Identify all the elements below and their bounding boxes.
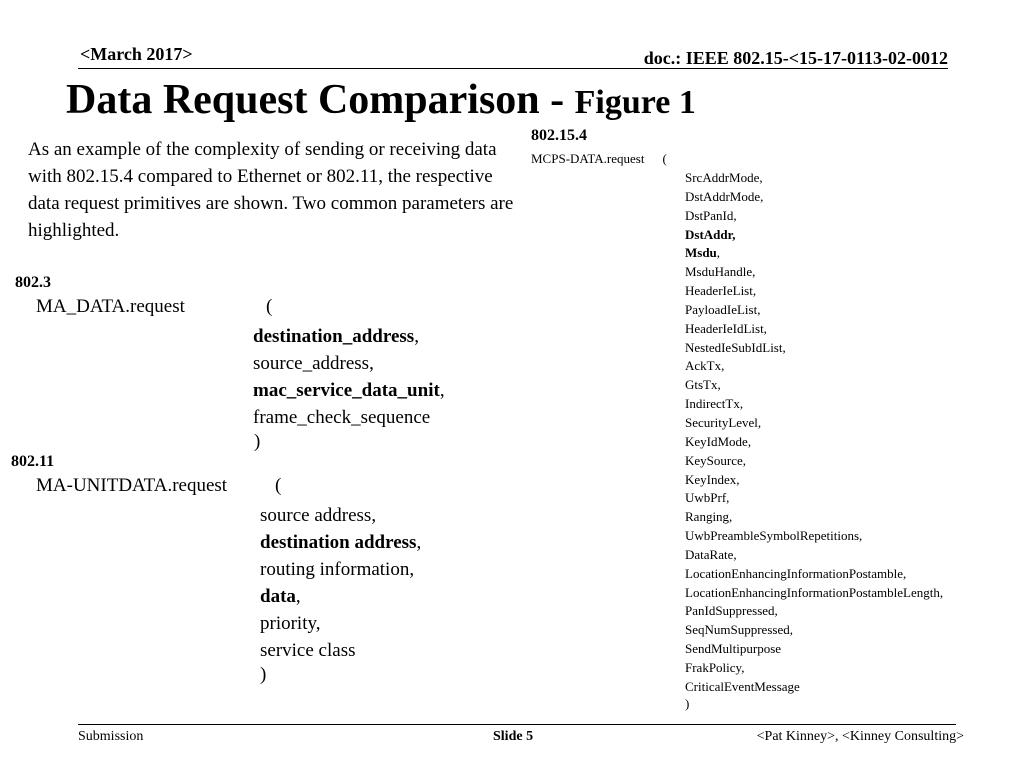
- param-name: Ranging,: [685, 509, 733, 525]
- param-row: [685, 433, 943, 452]
- param-row: [685, 508, 943, 527]
- param-name: PanIdSuppressed,: [685, 603, 778, 619]
- footer-slide-number: Slide 5: [493, 729, 534, 744]
- param-suffix: ,: [295, 586, 301, 607]
- paren-close-802154: ): [685, 696, 690, 711]
- param-row: [685, 207, 943, 226]
- param-name: DstAddrMode,: [685, 188, 764, 204]
- param-name: KeySource,: [685, 452, 747, 468]
- param-row: [685, 602, 943, 621]
- primitive-802154: [531, 151, 667, 167]
- param-row: [685, 244, 943, 263]
- param-name: LocationEnhancingInformationPostamble,: [685, 565, 907, 581]
- paren-close-80211: ): [260, 664, 267, 685]
- primitive-8023: MA_DATA.request: [36, 296, 185, 317]
- footer-authors: <Pat Kinney>, <Kinney Consulting>: [756, 729, 964, 744]
- slide-title-sub: Figure 1: [574, 84, 696, 121]
- param-suffix: ,: [414, 326, 419, 347]
- primitive-802154-name: MCPS-DATA.request: [531, 151, 645, 166]
- param-row: [260, 502, 421, 529]
- param-name: KeyIndex,: [685, 471, 740, 487]
- section-label-8023: 802.3: [15, 274, 51, 291]
- param-row: [260, 637, 421, 664]
- param-row: [685, 169, 943, 188]
- section-label-802154: 802.15.4: [531, 127, 587, 144]
- paren-open-802154: (: [662, 151, 667, 166]
- param-name: DstAddr,: [685, 226, 736, 242]
- header-divider: [78, 68, 948, 69]
- param-name: UwbPreambleSymbolRepetitions,: [685, 528, 863, 544]
- param-row: [685, 527, 943, 546]
- param-name: SecurityLevel,: [685, 414, 762, 430]
- footer-divider: [78, 724, 956, 725]
- param-row: [685, 640, 943, 659]
- param-name: NestedIeSubIdList,: [685, 339, 786, 355]
- param-row: [685, 471, 943, 490]
- param-row: [685, 659, 943, 678]
- param-name: SeqNumSuppressed,: [685, 622, 793, 638]
- param-name: service class: [260, 640, 356, 661]
- section-label-80211: 802.11: [11, 453, 55, 470]
- param-list-80211: [260, 502, 421, 664]
- param-row: [685, 546, 943, 565]
- param-suffix: ,: [416, 532, 422, 553]
- param-row: [685, 584, 943, 603]
- param-name: GtsTx,: [685, 377, 721, 393]
- param-row: [260, 529, 421, 556]
- param-row: [685, 678, 943, 697]
- param-row: [685, 301, 943, 320]
- param-row: [685, 226, 943, 245]
- param-name: Msdu: [685, 245, 717, 261]
- primitive-80211: MA-UNITDATA.request: [36, 475, 228, 496]
- param-row: [685, 621, 943, 640]
- param-list-802154: [685, 169, 943, 697]
- param-name: CriticalEventMessage: [685, 678, 800, 694]
- param-row: [253, 377, 445, 404]
- param-row: [260, 556, 421, 583]
- slide-title-main: Data Request Comparison -: [66, 77, 575, 123]
- param-row: [685, 376, 943, 395]
- param-name: frame_check_sequence: [253, 407, 431, 428]
- paren-close-8023: ): [254, 431, 261, 452]
- param-name: routing information,: [260, 559, 415, 580]
- param-name: LocationEnhancingInformationPostambleLength,: [685, 584, 944, 600]
- intro-paragraph: As an example of the complexity of sending or receiving data with 802.15.4 compared to Ethernet or 802.11, the respective data request primitives are shown. Two common parameters are highlighted.: [28, 139, 514, 241]
- param-name: KeyIdMode,: [685, 433, 752, 449]
- param-row: [685, 357, 943, 376]
- param-list-8023: [253, 323, 445, 431]
- header-document-id: doc.: IEEE 802.15-<15-17-0113-02-0012: [643, 48, 948, 68]
- param-row: [685, 339, 943, 358]
- param-name: priority,: [260, 613, 321, 634]
- slide-title: [66, 76, 696, 124]
- param-name: UwbPrf,: [685, 490, 730, 506]
- param-name: data: [260, 586, 296, 607]
- param-row: [253, 404, 445, 431]
- param-name: MsduHandle,: [685, 264, 756, 280]
- param-name: PayloadIeList,: [685, 301, 761, 317]
- param-row: [685, 489, 943, 508]
- param-name: DataRate,: [685, 546, 737, 562]
- param-row: [685, 282, 943, 301]
- param-name: source_address,: [253, 353, 374, 374]
- param-row: [685, 452, 943, 471]
- param-name: destination address: [260, 532, 417, 553]
- param-row: [685, 320, 943, 339]
- param-row: [685, 414, 943, 433]
- paren-open-80211: (: [275, 475, 282, 496]
- param-name: IndirectTx,: [685, 396, 744, 412]
- param-row: [685, 565, 943, 584]
- header-date: <March 2017>: [80, 44, 193, 64]
- param-name: SendMultipurpose: [685, 641, 782, 657]
- param-row: [260, 583, 421, 610]
- paren-open-8023: (: [266, 296, 273, 317]
- param-name: FrakPolicy,: [685, 659, 745, 675]
- footer-submission: Submission: [78, 729, 144, 744]
- param-row: [260, 610, 421, 637]
- param-name: source address,: [260, 505, 377, 526]
- param-suffix: ,: [439, 380, 445, 401]
- param-name: HeaderIeList,: [685, 283, 757, 299]
- param-name: mac_service_data_unit: [253, 380, 440, 401]
- param-name: DstPanId,: [685, 207, 737, 223]
- param-name: destination_address: [253, 326, 415, 347]
- param-row: [685, 395, 943, 414]
- param-suffix: ,: [716, 245, 721, 261]
- param-row: [253, 350, 445, 377]
- param-row: [685, 188, 943, 207]
- param-name: SrcAddrMode,: [685, 170, 763, 185]
- param-row: [685, 263, 943, 282]
- param-name: AckTx,: [685, 358, 725, 374]
- param-row: [253, 323, 445, 350]
- param-name: HeaderIeIdList,: [685, 320, 767, 336]
